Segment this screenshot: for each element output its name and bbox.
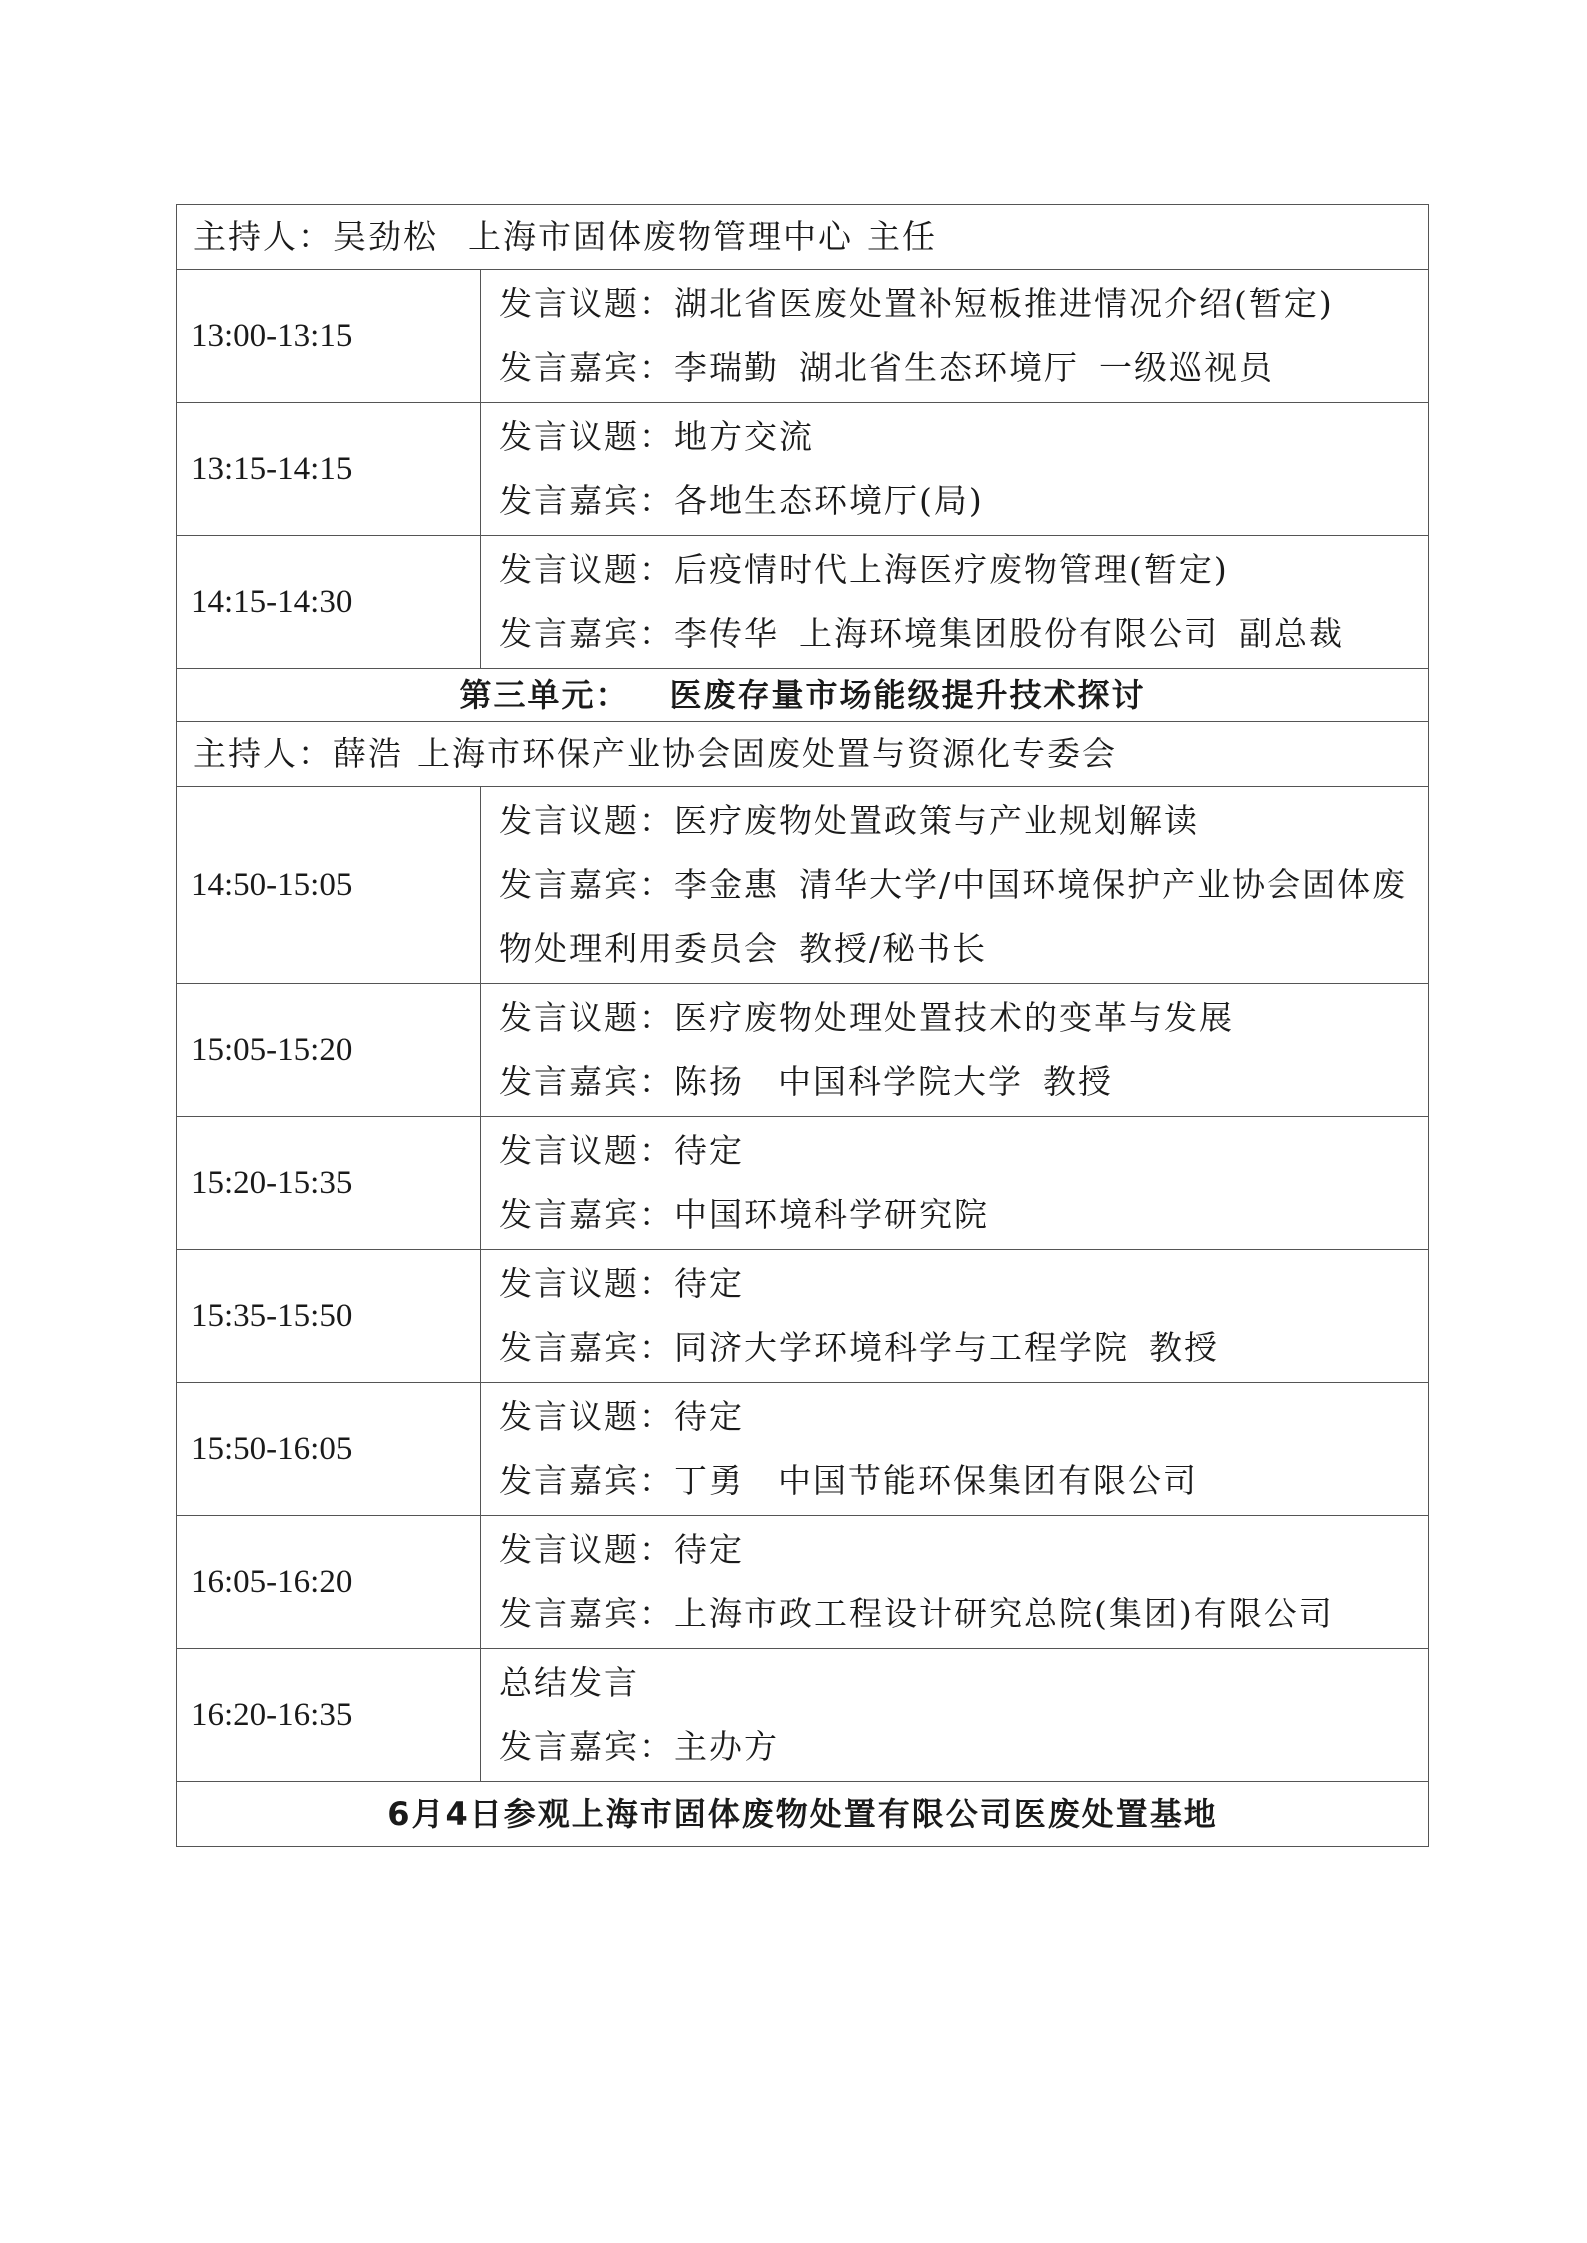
topic-text: 总结发言 [499, 1663, 639, 1702]
time-cell: 15:20-15:35 [177, 1117, 481, 1250]
detail-cell [481, 270, 1429, 403]
topic-label: 发言议题： [499, 801, 674, 840]
speaker-name: 陈扬 [674, 1062, 744, 1101]
agenda-row [177, 403, 1429, 536]
host-org: 上海市固体废物管理中心 [468, 217, 853, 256]
detail-cell [481, 536, 1429, 669]
visit-row [177, 1782, 1429, 1847]
topic-text: 待定 [674, 1530, 744, 1569]
topic-text: 待定 [674, 1264, 744, 1303]
speaker-label: 发言嘉宾： [499, 1594, 674, 1633]
time-cell: 15:05-15:20 [177, 984, 481, 1117]
speaker-title: 教授 [1149, 1328, 1219, 1367]
host-cell [177, 205, 1429, 270]
visit-cell: 6月4日参观上海市固体废物处置有限公司医废处置基地 [177, 1782, 1429, 1847]
time-cell: 15:50-16:05 [177, 1383, 481, 1516]
speaker-line [499, 469, 1428, 533]
speaker-org: 中国科学院大学 [778, 1062, 1023, 1101]
topic-label: 发言议题： [499, 550, 674, 589]
speaker-name: 李金惠 [674, 865, 779, 904]
time-cell: 15:35-15:50 [177, 1250, 481, 1383]
topic-text: 医疗废物处置政策与产业规划解读 [674, 801, 1199, 840]
detail-cell [481, 787, 1429, 984]
time-cell: 16:05-16:20 [177, 1516, 481, 1649]
speaker-line [499, 336, 1428, 400]
topic-line [499, 1518, 1428, 1582]
host-org: 上海市环保产业协会固废处置与资源化专委会 [417, 734, 1117, 773]
detail-cell [481, 1383, 1429, 1516]
topic-text: 待定 [674, 1131, 744, 1170]
detail-cell [481, 1516, 1429, 1649]
detail-cell [481, 1117, 1429, 1250]
topic-line [499, 405, 1428, 469]
agenda-row [177, 1649, 1429, 1782]
speaker-label: 发言嘉宾： [499, 865, 674, 904]
speaker-title: 一级巡视员 [1099, 348, 1274, 387]
host-label: 主持人： [193, 734, 333, 773]
speaker-line [499, 602, 1428, 666]
host-row [177, 205, 1429, 270]
speaker-label: 发言嘉宾： [499, 1328, 674, 1367]
topic-text: 医疗废物处理处置技术的变革与发展 [674, 998, 1234, 1037]
topic-text: 地方交流 [674, 417, 814, 456]
topic-line [499, 272, 1428, 336]
topic-line [499, 1385, 1428, 1449]
speaker-line [499, 1715, 1428, 1779]
speaker-name: 李瑞勤 [674, 348, 779, 387]
host-name: 薛浩 [333, 734, 403, 773]
speaker-label: 发言嘉宾： [499, 1727, 674, 1766]
time-cell: 13:00-13:15 [177, 270, 481, 403]
agenda-table [176, 204, 1429, 1847]
topic-line [499, 1252, 1428, 1316]
speaker-name: 上海市政工程设计研究总院(集团)有限公司 [674, 1594, 1334, 1633]
speaker-org: 湖北省生态环境厅 [799, 348, 1079, 387]
speaker-org: 上海环境集团股份有限公司 [799, 614, 1219, 653]
topic-label: 发言议题： [499, 417, 674, 456]
host-cell [177, 722, 1429, 787]
speaker-label: 发言嘉宾： [499, 1461, 674, 1500]
topic-line [499, 986, 1428, 1050]
agenda-row [177, 984, 1429, 1117]
speaker-line [499, 1449, 1428, 1513]
topic-line [499, 538, 1428, 602]
time-cell: 16:20-16:35 [177, 1649, 481, 1782]
topic-label: 发言议题： [499, 284, 674, 323]
speaker-org: 中国节能环保集团有限公司 [778, 1461, 1198, 1500]
speaker-label: 发言嘉宾： [499, 1062, 674, 1101]
topic-line [499, 1119, 1428, 1183]
unit-label: 第三单元： [459, 676, 630, 714]
speaker-title: 教授 [1043, 1062, 1113, 1101]
time-cell: 14:15-14:30 [177, 536, 481, 669]
topic-line [499, 789, 1428, 853]
speaker-line [499, 853, 1428, 981]
detail-cell [481, 1649, 1429, 1782]
topic-label: 发言议题： [499, 998, 674, 1037]
speaker-title: 副总裁 [1239, 614, 1344, 653]
topic-label: 发言议题： [499, 1131, 674, 1170]
speaker-line [499, 1316, 1428, 1380]
speaker-label: 发言嘉宾： [499, 1195, 674, 1234]
speaker-line [499, 1183, 1428, 1247]
topic-label: 发言议题： [499, 1530, 674, 1569]
speaker-label: 发言嘉宾： [499, 614, 674, 653]
topic-text: 湖北省医废处置补短板推进情况介绍(暂定) [674, 284, 1334, 323]
topic-label: 发言议题： [499, 1264, 674, 1303]
host-label: 主持人： [193, 217, 333, 256]
agenda-row [177, 270, 1429, 403]
host-name: 吴劲松 [333, 217, 438, 256]
speaker-line [499, 1582, 1428, 1646]
host-title: 主任 [867, 217, 937, 256]
speaker-name: 主办方 [674, 1727, 779, 1766]
speaker-name: 丁勇 [674, 1461, 744, 1500]
speaker-name: 李传华 [674, 614, 779, 653]
detail-cell [481, 984, 1429, 1117]
host-row [177, 722, 1429, 787]
speaker-line [499, 1050, 1428, 1114]
topic-line [499, 1651, 1428, 1715]
agenda-row [177, 1516, 1429, 1649]
time-cell: 14:50-15:05 [177, 787, 481, 984]
topic-text: 后疫情时代上海医疗废物管理(暂定) [674, 550, 1229, 589]
topic-text: 待定 [674, 1397, 744, 1436]
unit-header [177, 669, 1429, 722]
speaker-title: 教授/秘书长 [799, 929, 988, 968]
agenda-row [177, 536, 1429, 669]
time-cell: 13:15-14:15 [177, 403, 481, 536]
speaker-label: 发言嘉宾： [499, 348, 674, 387]
speaker-name: 各地生态环境厅(局) [674, 481, 984, 520]
unit-header-row [177, 669, 1429, 722]
speaker-org: 清华大学/中国环境保护产业协会固体废物处理利用委员会 [499, 865, 1408, 968]
topic-label: 发言议题： [499, 1397, 674, 1436]
detail-cell [481, 403, 1429, 536]
speaker-label: 发言嘉宾： [499, 481, 674, 520]
speaker-name: 中国环境科学研究院 [674, 1195, 989, 1234]
agenda-row [177, 787, 1429, 984]
agenda-row [177, 1117, 1429, 1250]
speaker-name: 同济大学环境科学与工程学院 [674, 1328, 1129, 1367]
agenda-row [177, 1383, 1429, 1516]
detail-cell [481, 1250, 1429, 1383]
unit-title: 医废存量市场能级提升技术探讨 [669, 676, 1146, 714]
agenda-row [177, 1250, 1429, 1383]
